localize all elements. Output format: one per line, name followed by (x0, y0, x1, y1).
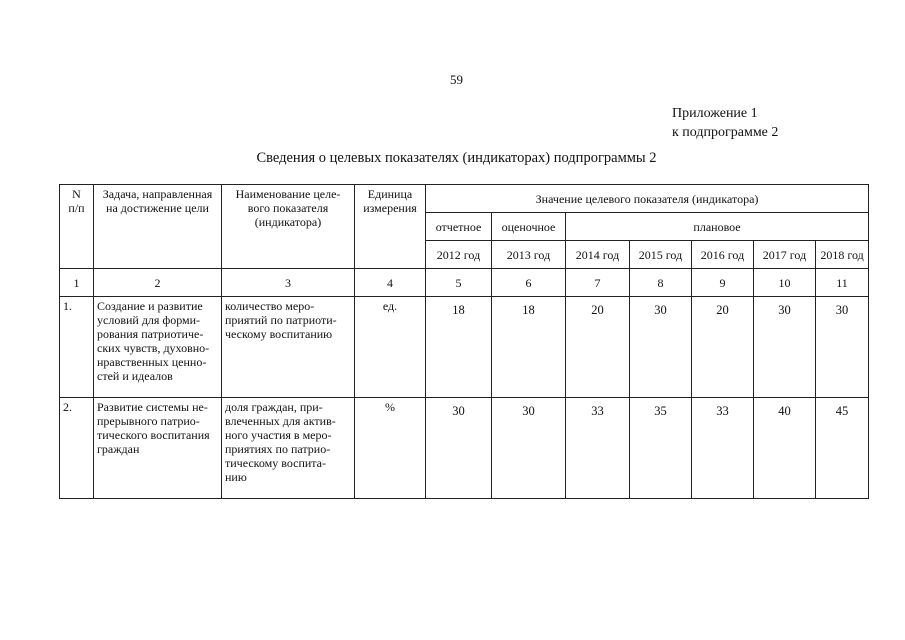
unit-cell: ед. (355, 297, 426, 398)
header-task-line: на достижение цели (106, 201, 209, 215)
column-number: 1 (60, 269, 94, 297)
appendix-reference (672, 104, 778, 142)
task-cell (94, 297, 222, 398)
header-num (60, 185, 94, 269)
task-line: условий для форми- (97, 313, 201, 327)
header-year: 2012 год (426, 241, 492, 269)
header-num-line: п/п (68, 201, 85, 215)
task-line: ских чувств, духовно- (97, 341, 210, 355)
header-unit-line: Единица (367, 187, 413, 201)
table-row (60, 297, 869, 398)
header-estimated: оценочное (492, 213, 566, 241)
table-row (60, 398, 869, 499)
indicator-line: ного участия в меро- (225, 428, 332, 442)
indicator-line: тическому воспита- (225, 456, 327, 470)
column-number: 4 (355, 269, 426, 297)
header-year: 2018 год (816, 241, 869, 269)
header-indicator-line: вого показателя (247, 201, 329, 215)
value-cell: 30 (630, 297, 692, 398)
column-number: 9 (692, 269, 754, 297)
value-cell: 35 (630, 398, 692, 499)
header-year: 2013 год (492, 241, 566, 269)
page-number: 59 (450, 72, 463, 87)
indicator-line: приятий по патриоти- (225, 313, 337, 327)
appendix-line: Приложение 1 (672, 106, 758, 121)
task-line: Развитие системы не- (97, 400, 208, 414)
header-year: 2015 год (630, 241, 692, 269)
header-indicator (222, 185, 355, 269)
header-planned: плановое (566, 213, 869, 241)
header-unit-line: измерения (363, 201, 417, 215)
row-number: 1. (60, 297, 94, 398)
task-cell (94, 398, 222, 499)
indicators-table (59, 184, 869, 499)
header-num-line: N (72, 187, 81, 201)
column-number: 10 (754, 269, 816, 297)
value-cell: 33 (566, 398, 630, 499)
value-cell: 18 (426, 297, 492, 398)
column-number: 7 (566, 269, 630, 297)
column-number: 6 (492, 269, 566, 297)
indicator-line: ческому воспитанию (225, 327, 333, 341)
value-cell: 45 (816, 398, 869, 499)
header-year: 2014 год (566, 241, 630, 269)
header-value-group: Значение целевого показателя (индикатора) (426, 185, 869, 213)
indicator-line: количество меро- (225, 299, 315, 313)
column-number-row (60, 269, 869, 297)
task-line: граждан (97, 442, 140, 456)
indicator-line: приятиях по патрио- (225, 442, 331, 456)
indicator-line: доля граждан, при- (225, 400, 323, 414)
task-line: нравственных ценно- (97, 355, 207, 369)
header-task-line: Задача, направленная (102, 187, 213, 201)
task-line: тического воспитания (97, 428, 210, 442)
indicator-cell (222, 398, 355, 499)
task-line: прерывного патрио- (97, 414, 200, 428)
task-line: Создание и развитие (97, 299, 203, 313)
value-cell: 20 (692, 297, 754, 398)
unit-cell: % (355, 398, 426, 499)
value-cell: 30 (426, 398, 492, 499)
value-cell: 30 (754, 297, 816, 398)
task-line: стей и идеалов (97, 369, 173, 383)
indicator-cell (222, 297, 355, 398)
column-number: 5 (426, 269, 492, 297)
indicator-line: влеченных для актив- (225, 414, 336, 428)
header-year: 2017 год (754, 241, 816, 269)
value-cell: 30 (816, 297, 869, 398)
column-number: 11 (816, 269, 869, 297)
column-number: 3 (222, 269, 355, 297)
value-cell: 20 (566, 297, 630, 398)
value-cell: 40 (754, 398, 816, 499)
value-cell: 33 (692, 398, 754, 499)
value-cell: 30 (492, 398, 566, 499)
header-task (94, 185, 222, 269)
header-indicator-line: Наименование целе- (235, 187, 341, 201)
header-reported: отчетное (426, 213, 492, 241)
header-unit (355, 185, 426, 269)
document-title: Сведения о целевых показателях (индикаторах) подпрограммы 2 (256, 150, 657, 166)
appendix-line: к подпрограмме 2 (672, 125, 779, 140)
row-number: 2. (60, 398, 94, 499)
header-row (60, 185, 869, 213)
value-cell: 18 (492, 297, 566, 398)
header-year: 2016 год (692, 241, 754, 269)
indicator-line: нию (225, 470, 247, 484)
header-indicator-line: (индикатора) (254, 215, 322, 229)
column-number: 8 (630, 269, 692, 297)
column-number: 2 (94, 269, 222, 297)
task-line: рования патриотиче- (97, 327, 204, 341)
